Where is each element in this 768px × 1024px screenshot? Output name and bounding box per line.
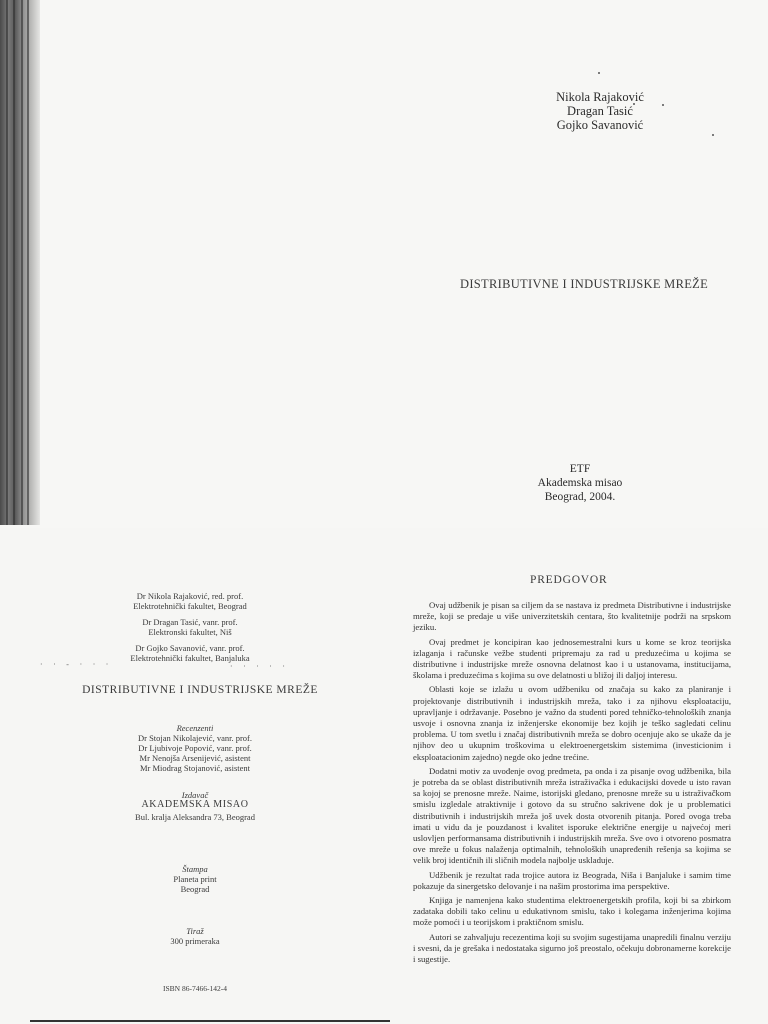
reviewer: Mr Nenojša Arsenijević, asistent: [139, 753, 251, 763]
print-label: Štampa: [182, 864, 208, 874]
author-title: Dr Nikola Rajaković, red. prof.: [136, 591, 244, 601]
imprint-book-title: DISTRIBUTIVNE I INDUSTRIJSKE MREŽE: [82, 684, 318, 696]
author-affiliation: Elektrotehnički fakultet, Banjaluka: [130, 653, 250, 663]
imprint-page: [0, 528, 395, 1024]
publisher-address: Bul. kralja Aleksandra 73, Beograd: [135, 812, 255, 822]
author-affiliation: Elektronski fakultet, Niš: [148, 627, 232, 637]
print-run-value: 300 primeraka: [170, 936, 220, 946]
reviewer: Mr Miodrag Stojanović, asistent: [139, 763, 250, 773]
scan-specks: · · - · · ·: [40, 660, 113, 669]
preface-paragraph: Udžbenik je rezultat rada trojice autora iz Beograda, Niša i Banjaluke i samim time pokazuje da sinergetsko delovanje i na našim prostorima ima perspektive.: [413, 869, 731, 891]
printer: [25, 874, 365, 894]
reviewer: Dr Ljubivoje Popović, vanr. prof.: [138, 743, 252, 753]
preface-page: [395, 528, 768, 1024]
preface-paragraph: Knjiga je namenjena kako studentima elektroenergetskih profila, koji bi sa zbirkom zadataka dobili tako celinu u edukativnom smislu, tako i kolegama inženjerima kojima može pomoći i u teorijskom i praktičnom smislu.: [413, 895, 731, 928]
preface-paragraph: Dodatni motiv za uvođenje ovog predmeta, pa onda i za pisanje ovog udžbenika, bila je potreba da se oblast distributivnih mreža istraživačka i edukacijski dovede u isto ravan sa kojoj se prenosne mreže. Naime, istorijski gledano, prenosne mreže su u istraživačkom smislu izgledale atraktivnije i gotovo da su stručno sakrivene dok je u problematici distributivnih i industrijskih mreža još uvek dosta otvorenih pitanja. Pored ovoga treba imati u vidu da je pouzdanost i kvalitet isporuke električne energije u najvećoj meri uslovljen performansama distributivnih i industrijskih mreža. Sve ovo i otvoreno posmatra ove mreže u fokus nalaženja optimalnih, tehnoloških unapređenih rešenja sa kojima se velik broj identičnih ili sličnih modela najbolje uskladuje.: [413, 765, 731, 866]
author-name: Gojko Savanović: [556, 118, 644, 132]
isbn: ISBN 86-7466-142-4: [163, 984, 227, 993]
book-title: DISTRIBUTIVNE I INDUSTRIJSKE MREŽE: [460, 277, 709, 291]
publisher-line: Beograd, 2004.: [544, 491, 616, 503]
reviewers-list: [25, 733, 365, 773]
publisher-name: AKADEMSKA MISAO: [141, 799, 249, 810]
reviewer: Dr Stojan Nikolajević, vanr. prof.: [137, 733, 252, 743]
author-name: Nikola Rajaković: [556, 90, 644, 104]
imprint-author: [20, 591, 360, 611]
print-run-label: Tiraž: [186, 926, 204, 936]
reviewers-label: Recenzenti: [176, 723, 214, 733]
author-title: Dr Gojko Savanović, vanr. prof.: [135, 643, 245, 653]
preface-paragraph: Oblasti koje se izlažu u ovom udžbeniku od značaja su kako za planiranje i projektovanje distributivnih i industrijskih mreža, tako i za njihovu eksploataciju, upravljanje i održavanje. Posebno je važno da studenti pored tehničko-tehnoloških znanja usvoje i osnovna znanja iz inženjerske ekonomije bez kojih je teško sagledati celinu problema. U tom svetlu i značaj distributivnih mreža se dobro ocenjuje ako se ukaže da je njihov deo u ukupnim troškovima u elektroenergetskim sistemima (investicionim i eksploatacionim zajedno) negde oko jedne trećine.: [413, 684, 731, 762]
preface-paragraph: Ovaj udžbenik je pisan sa ciljem da se nastava iz predmeta Distributivne i industrijske mreže, koji se predaje u više univerzitetskih centara, što kvalitetnije podrži na srpskom jeziku.: [413, 600, 731, 633]
publisher-label: Izdavač: [181, 790, 209, 800]
book-binding-shadow: [0, 0, 40, 525]
scan-specks: · · · · ·: [230, 662, 289, 671]
publisher-line: Akademska misao: [537, 477, 623, 489]
publisher-line: ETF: [569, 463, 591, 475]
printer-line: Planeta print: [173, 874, 217, 884]
author-title: Dr Dragan Tasić, vanr. prof.: [142, 617, 238, 627]
imprint-author: [20, 617, 360, 637]
author-name: Dragan Tasić: [567, 104, 633, 118]
printer-line: Beograd: [180, 884, 210, 894]
preface-heading: PREDGOVOR: [530, 574, 608, 586]
preface-body: [413, 600, 731, 968]
preface-paragraph: Autori se zahvaljuju recezentima koji su svojim sugestijama unapredili finalnu verziju i svesni, da je grešaka i nedostataka sigurno još preostalo, očekuju dobronamerne korekcije i sugestije.: [413, 931, 731, 965]
publisher-block: [520, 462, 640, 504]
author-affiliation: Elektrotehnički fakultet, Beograd: [133, 601, 247, 611]
preface-paragraph: Ovaj predmet je koncipiran kao jednosemestralni kurs u kome se kroz teorijska izlaganja i računske vežbe studenti pripremaju za rad u preduzećima u kojima se distributivne i industrijske mreže osnovna delatnost kao i u ustanovama, institucijama, školama i preduzećima s kojima su ove delatnosti u bližoj ili daljoj interesu.: [413, 636, 731, 681]
page-edge-line: [30, 1020, 390, 1022]
author-list: [540, 90, 660, 132]
